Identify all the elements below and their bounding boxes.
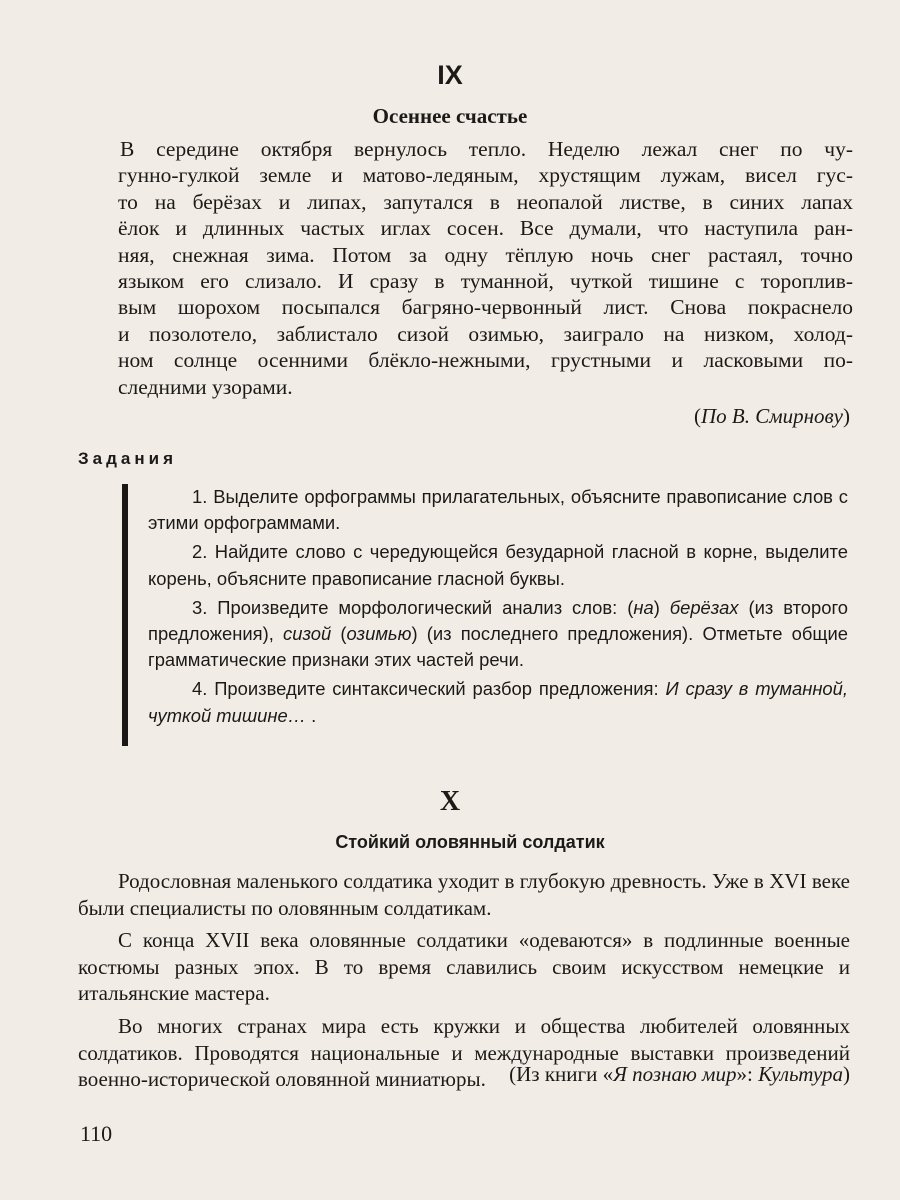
tasks-list [148,484,848,729]
text-line: В середине октября вернулось тепло. Неделю лежал снег по чу- [120,137,853,161]
task-3 [148,595,848,674]
task-4 [148,676,848,728]
text-line: няя, снежная зима. Потом за одну тёплую ночь снег растаял, точно [118,242,853,267]
paragraph: С конца XVII века оловянные солдатики «одеваются» в подлинные военные костюмы разных эпох. В то время славились своим искусством немецкие и итальянские мастера. [78,928,850,1006]
task-3-text: ) [653,596,670,618]
task-3-word: на [633,596,654,618]
task-3-text: ( [331,623,347,645]
task-3-word: озимью [346,623,412,645]
task-4-text: . [306,704,317,726]
paragraph: Во многих странах мира есть кружки и общества любителей оловянных солдатиков. Проводятся национальные и международные выставки произведений военно-исторической оловянной миниатюры. [78,1013,850,1092]
paren-close: ) [843,1062,850,1086]
section-title-autumn-happiness: Осеннее счастье [372,104,528,128]
source-author: По В. Смирнову [700,404,843,428]
text-line: вым шорохом посыпался багряно-червонный лист. Снова покраснело [118,295,853,320]
task-4-sentence: И сразу в туманной, чуткой тишине… [148,678,849,726]
source-mid: »: [736,1062,759,1086]
source-subtitle: Культура [758,1062,843,1086]
text-line: гунно-гулкой земле и матово-ледяным, хрустящим лужам, висел гус- [118,163,853,188]
task-1: 1. Выделите орфограммы прилагательных, объясните правописание слов с этими орфограммами. [148,486,848,534]
section-text-autumn [118,136,853,400]
page-number: 110 [80,1121,113,1146]
tasks-heading: Задания [78,449,177,468]
paren-open: ( [693,404,701,428]
task-3-word: берёзах [669,596,739,618]
task-2: 2. Найдите слово с чередующейся безударной гласной в корне, выделите корень, объясните правописание гласной буквы. [148,541,848,589]
text-line: и позолотело, заблистало сизой озимью, заиграло на низком, холод- [118,321,853,346]
text-line: ёлок и длинных частых иглах сосен. Все думали, что наступила ран- [118,216,853,241]
section-numeral-x: X [439,786,461,817]
source-attribution-book [509,1062,850,1087]
text-line: то на берёзах и липах, запутался в неопалой листве, в синих лапах [118,189,853,214]
text-line: ном солнце осенними блёкло-нежными, грустными и ласковыми по- [118,348,853,373]
section-title-tin-soldier: Стойкий оловянный солдатик [335,832,605,852]
task-3-word: сизой [283,623,332,645]
text-line: языком его слизало. И сразу в туманной, чуткой тишине с тороплив- [118,269,853,294]
source-prefix: (Из книги « [509,1062,614,1086]
task-3-text: 3. Произведите морфологический анализ слов: ( [192,596,634,618]
tasks-vertical-bar [122,484,128,746]
task-4-text: 4. Произведите синтаксический разбор предложения: [192,678,666,700]
paragraph: Родословная маленького солдатика уходит в глубокую древность. Уже в XVI веке были специалисты по оловянным солдатикам. [78,869,850,920]
paren-close: ) [843,404,850,428]
task-3-text: (из второго предложения), [148,596,849,645]
source-book-title: Я познаю мир [613,1062,737,1086]
text-line: следними узорами. [118,374,293,399]
source-attribution-smirnov [694,404,850,429]
section-numeral-ix: IX [437,60,463,90]
task-3-text: ) (из последнего предложения). Отметьте общие грамматические признаки этих частей речи. [148,623,848,671]
